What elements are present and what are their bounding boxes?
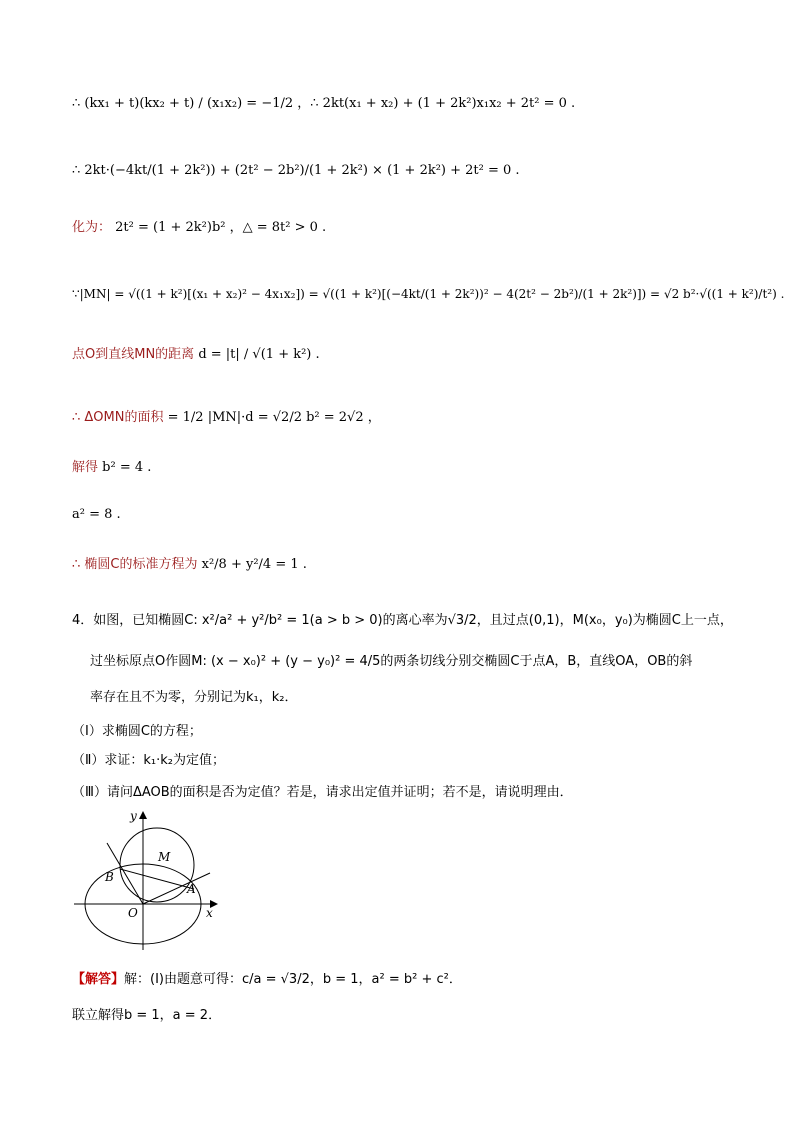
- problem-4-text-1: 4．如图，已知椭圆C: x²/a² + y²/b² = 1(a > b > 0)的离心率为√3/2，且过点(0,1)，M(x₀，y₀)为椭圆C上一点，: [72, 613, 733, 628]
- answer-line-1: [72, 972, 462, 988]
- derivation-line-5: [72, 347, 320, 363]
- label-m: M: [158, 850, 171, 864]
- answer-tag: 【解答】: [72, 972, 125, 987]
- question-2: [72, 753, 225, 769]
- derivation-line-2: [72, 163, 520, 179]
- line-5-math: d = |t| / √(1 + k²) .: [198, 347, 320, 362]
- question-3-text: （Ⅲ）请问ΔAOB的面积是否为定值？若是，请求出定值并证明；若不是，请说明理由．: [72, 785, 573, 800]
- label-o: O: [128, 906, 138, 920]
- problem-4-line-1: [72, 613, 733, 629]
- derivation-line-9: [72, 557, 307, 573]
- segment-ab: [120, 869, 194, 889]
- line-4-text: ∵|MN| = √((1 + k²)[(x₁ + x₂)² − 4x₁x₂]) = √((1 + k²)[(−4kt/(1 + 2k²))² − 4(2t² − 2b²)/(1 + 2k²)]) = √2 b²·√((1 + k²)/t²) .: [72, 287, 785, 301]
- y-axis-arrow: [139, 811, 147, 819]
- ellipse-circle-figure: [72, 805, 232, 955]
- derivation-line-3: [72, 220, 326, 236]
- label-y: y: [130, 809, 137, 823]
- question-3: [72, 785, 573, 801]
- question-1: [72, 724, 202, 740]
- line-5-label: 点O到直线MN的距离: [72, 347, 195, 362]
- line-6-label: ∴ ΔOMN的面积: [72, 410, 164, 425]
- problem-4-line-3: [90, 690, 297, 706]
- line-3-math: 2t² = (1 + 2k²)b² ，△ = 8t² > 0 .: [115, 220, 327, 235]
- label-x: x: [206, 906, 213, 920]
- line-2-text: ∴ 2kt·(−4kt/(1 + 2k²)) + (2t² − 2b²)/(1 + 2k²) × (1 + 2k²) + 2t² = 0 .: [72, 163, 520, 178]
- derivation-line-8: [72, 507, 121, 523]
- line-7-label: 解得: [72, 460, 99, 475]
- line-9-math: x²/8 + y²/4 = 1 .: [201, 557, 307, 572]
- derivation-line-7: [72, 460, 151, 476]
- answer-line-2: [72, 1008, 221, 1024]
- answer-last-text: 联立解得b = 1，a = 2．: [72, 1008, 222, 1023]
- derivation-line-1: [72, 96, 575, 112]
- derivation-line-6: [72, 410, 381, 426]
- line-3-label: 化为：: [72, 220, 112, 235]
- derivation-line-4: [72, 287, 784, 301]
- line-6-math: = 1/2 |MN|·d = √2/2 b² = 2√2 ，: [167, 410, 381, 425]
- problem-4-text-2: 过坐标原点O作圆M: (x − x₀)² + (y − y₀)² = 4/5的两条切线分别交椭圆C于点A，B，直线OA，OB的斜: [90, 654, 693, 669]
- label-a: A: [187, 882, 196, 896]
- problem-4-text-3: 率存在且不为零，分别记为k₁，k₂．: [90, 690, 298, 705]
- question-1-text: （Ⅰ）求椭圆C的方程；: [72, 724, 202, 739]
- question-2-text: （Ⅱ）求证：k₁·k₂为定值；: [72, 753, 226, 768]
- label-b: B: [105, 870, 114, 884]
- line-9-label: ∴ 椭圆C的标准方程为: [72, 557, 198, 572]
- problem-4-line-2: [90, 654, 692, 670]
- line-7-math: b² = 4 .: [102, 460, 152, 475]
- line-8-math: a² = 8 .: [72, 507, 121, 522]
- answer-text: 解：(I)由题意可得：c/a = √3/2，b = 1，a² = b² + c²．: [124, 972, 462, 987]
- line-1-text: ∴ (kx₁ + t)(kx₂ + t) / (x₁x₂) = −1/2 ，∴ 2kt(x₁ + x₂) + (1 + 2k²)x₁x₂ + 2t² = 0 .: [72, 96, 576, 111]
